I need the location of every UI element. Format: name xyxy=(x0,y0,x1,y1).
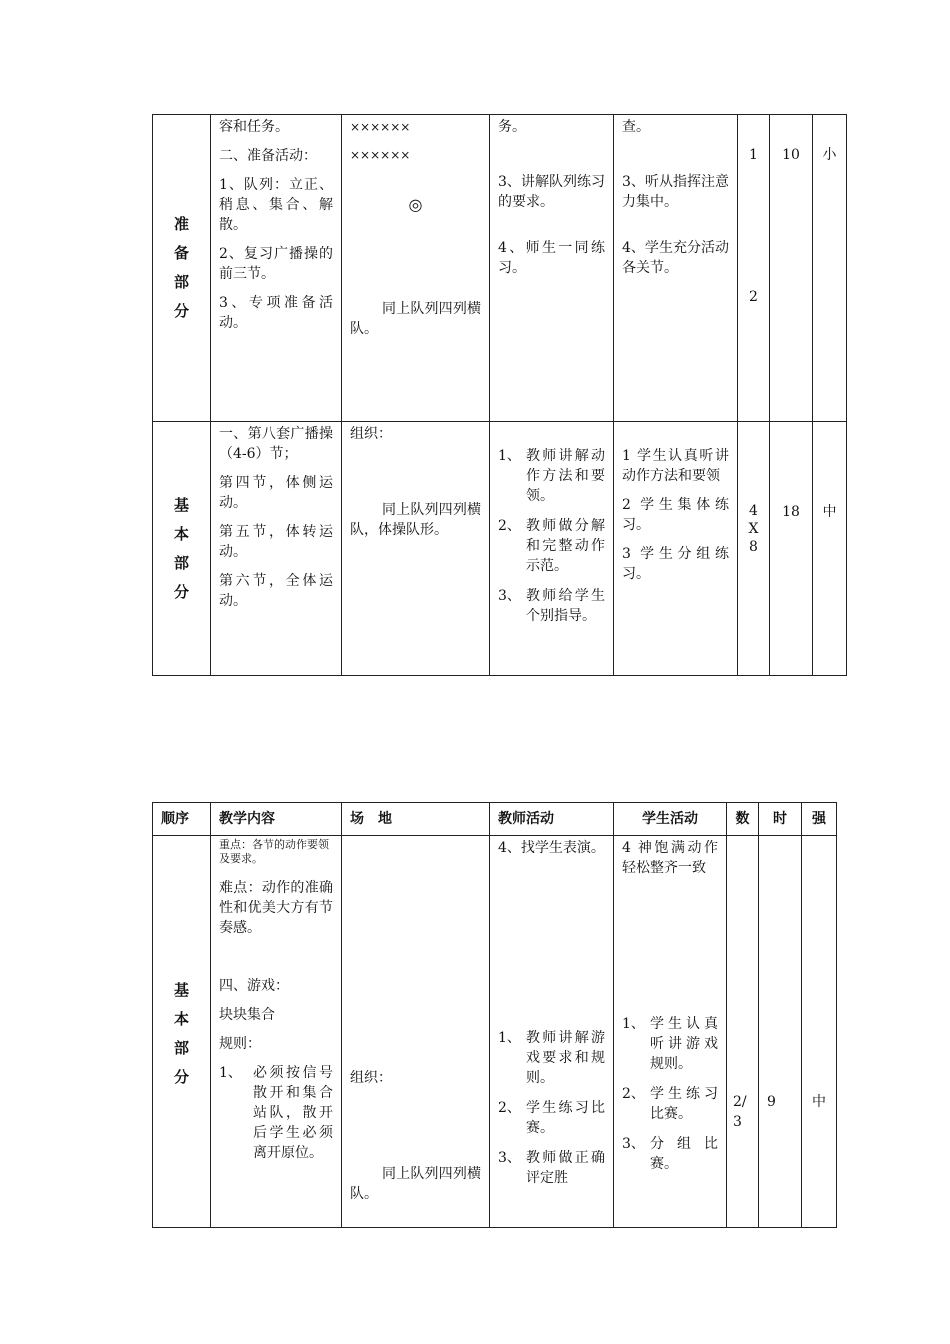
student-step: 1、 学生认真听讲游戏规则。 xyxy=(622,1016,718,1072)
content-line: 容和任务。 xyxy=(219,119,289,135)
basic-content xyxy=(211,422,342,676)
student-step: 3、 分组比赛。 xyxy=(622,1136,718,1172)
basic-content xyxy=(211,836,342,1228)
student-line: 3、听从指挥注意力集中。 xyxy=(622,174,729,210)
student-line: 4 神饱满动作轻松整齐一致 xyxy=(622,840,718,876)
teacher-step: 3、 教师做正确评定胜 xyxy=(498,1150,605,1186)
basic-time: 18 xyxy=(770,422,813,676)
header-site: 场 地 xyxy=(342,803,490,836)
teacher-step: 2、 学生练习比赛。 xyxy=(498,1100,605,1136)
prep-teacher xyxy=(490,115,614,422)
site-org-label: 组织： xyxy=(350,426,392,442)
teacher-line: 4、找学生表演。 xyxy=(498,840,605,856)
content-line: 二、准备活动： xyxy=(219,148,317,164)
game-name: 块块集合 xyxy=(219,1007,275,1023)
site-note: 同上队列四列横队。 xyxy=(350,1166,481,1202)
basic-site xyxy=(342,836,490,1228)
teacher-position-icon: ◎ xyxy=(408,195,423,214)
content-line: 第四节，体侧运动。 xyxy=(219,475,333,511)
header-time: 时 xyxy=(759,803,802,836)
student-step: 2、 学生练习比赛。 xyxy=(622,1086,718,1122)
teacher-line: 4、师生一同练习。 xyxy=(498,240,605,276)
lesson-table-2 xyxy=(152,802,837,1228)
header-intensity: 强 xyxy=(802,803,837,836)
content-line: 第六节，全体运动。 xyxy=(219,573,333,609)
header-content: 教学内容 xyxy=(211,803,342,836)
teacher-line: 3、讲解队列练习的要求。 xyxy=(498,174,605,210)
basic-row-2 xyxy=(153,836,837,1228)
rules-title: 规则： xyxy=(219,1036,261,1052)
prep-site xyxy=(342,115,490,422)
count-value: 1 xyxy=(749,147,758,163)
student-line: 1 学生认真听讲动作方法和要领 xyxy=(622,448,729,484)
teacher-step: 1、 教师讲解动作方法和要领。 xyxy=(498,448,605,504)
site-note: 同上队列四列横队。 xyxy=(350,301,481,337)
basic-student xyxy=(614,422,738,676)
site-note: 同上队列四列横队，体操队形。 xyxy=(350,502,481,538)
prep-content xyxy=(211,115,342,422)
basic-count: 4 X 8 xyxy=(738,422,770,676)
formation-row-2: ×××××× xyxy=(350,148,411,162)
content-line: 3、专项准备活动。 xyxy=(219,295,333,331)
basic-intensity: 中 xyxy=(802,836,837,1228)
formation-row-1: ×××××× xyxy=(350,120,411,134)
basic-section-label: 基 本 部 分 xyxy=(153,836,211,1228)
count-value: 2 xyxy=(749,289,758,305)
teacher-step: 2、 教师做分解和完整动作示范。 xyxy=(498,518,605,574)
basic-student xyxy=(614,836,727,1228)
basic-site xyxy=(342,422,490,676)
header-student: 学生活动 xyxy=(614,803,727,836)
content-line: 2、复习广播操的前三节。 xyxy=(219,246,333,282)
prep-row xyxy=(153,115,847,422)
key-point: 重点：各节的动作要领及要求。 xyxy=(219,838,329,865)
basic-teacher xyxy=(490,836,614,1228)
content-line: 第五节，体转运动。 xyxy=(219,524,333,560)
student-line: 2 学生集体练习。 xyxy=(622,497,729,533)
rule-item: 1、 必须按信号散开和集合站队，散开后学生必须离开原位。 xyxy=(219,1065,333,1161)
header-count: 数 xyxy=(727,803,759,836)
header-row xyxy=(153,803,837,836)
content-line: 一、第八套广播操（4-6）节； xyxy=(219,426,333,462)
game-title: 四、游戏： xyxy=(219,978,289,994)
teacher-line: 务。 xyxy=(498,119,526,135)
prep-student xyxy=(614,115,738,422)
prep-count xyxy=(738,115,770,422)
prep-intensity: 小 xyxy=(813,115,847,422)
difficulty: 难点：动作的准确性和优美大方有节奏感。 xyxy=(219,880,333,936)
site-org-label: 组织： xyxy=(350,1070,392,1086)
basic-row xyxy=(153,422,847,676)
student-line: 4、学生充分活动各关节。 xyxy=(622,240,729,276)
basic-intensity: 中 xyxy=(813,422,847,676)
basic-teacher xyxy=(490,422,614,676)
header-order: 顺序 xyxy=(153,803,211,836)
basic-time: 9 xyxy=(759,836,802,1228)
basic-count: 2/ 3 xyxy=(727,836,759,1228)
basic-section-label: 基 本 部 分 xyxy=(153,422,211,676)
teacher-step: 1、 教师讲解游戏要求和规则。 xyxy=(498,1030,605,1086)
lesson-table-1 xyxy=(152,114,847,676)
prep-section-label: 准 备 部 分 xyxy=(153,115,211,422)
student-line: 查。 xyxy=(622,119,650,135)
teacher-step: 3、 教师给学生个别指导。 xyxy=(498,588,605,624)
content-line: 1、队列：立正、稍息、集合、解散。 xyxy=(219,177,333,233)
prep-time: 10 xyxy=(770,115,813,422)
header-teacher: 教师活动 xyxy=(490,803,614,836)
student-line: 3 学生分组练习。 xyxy=(622,546,729,582)
